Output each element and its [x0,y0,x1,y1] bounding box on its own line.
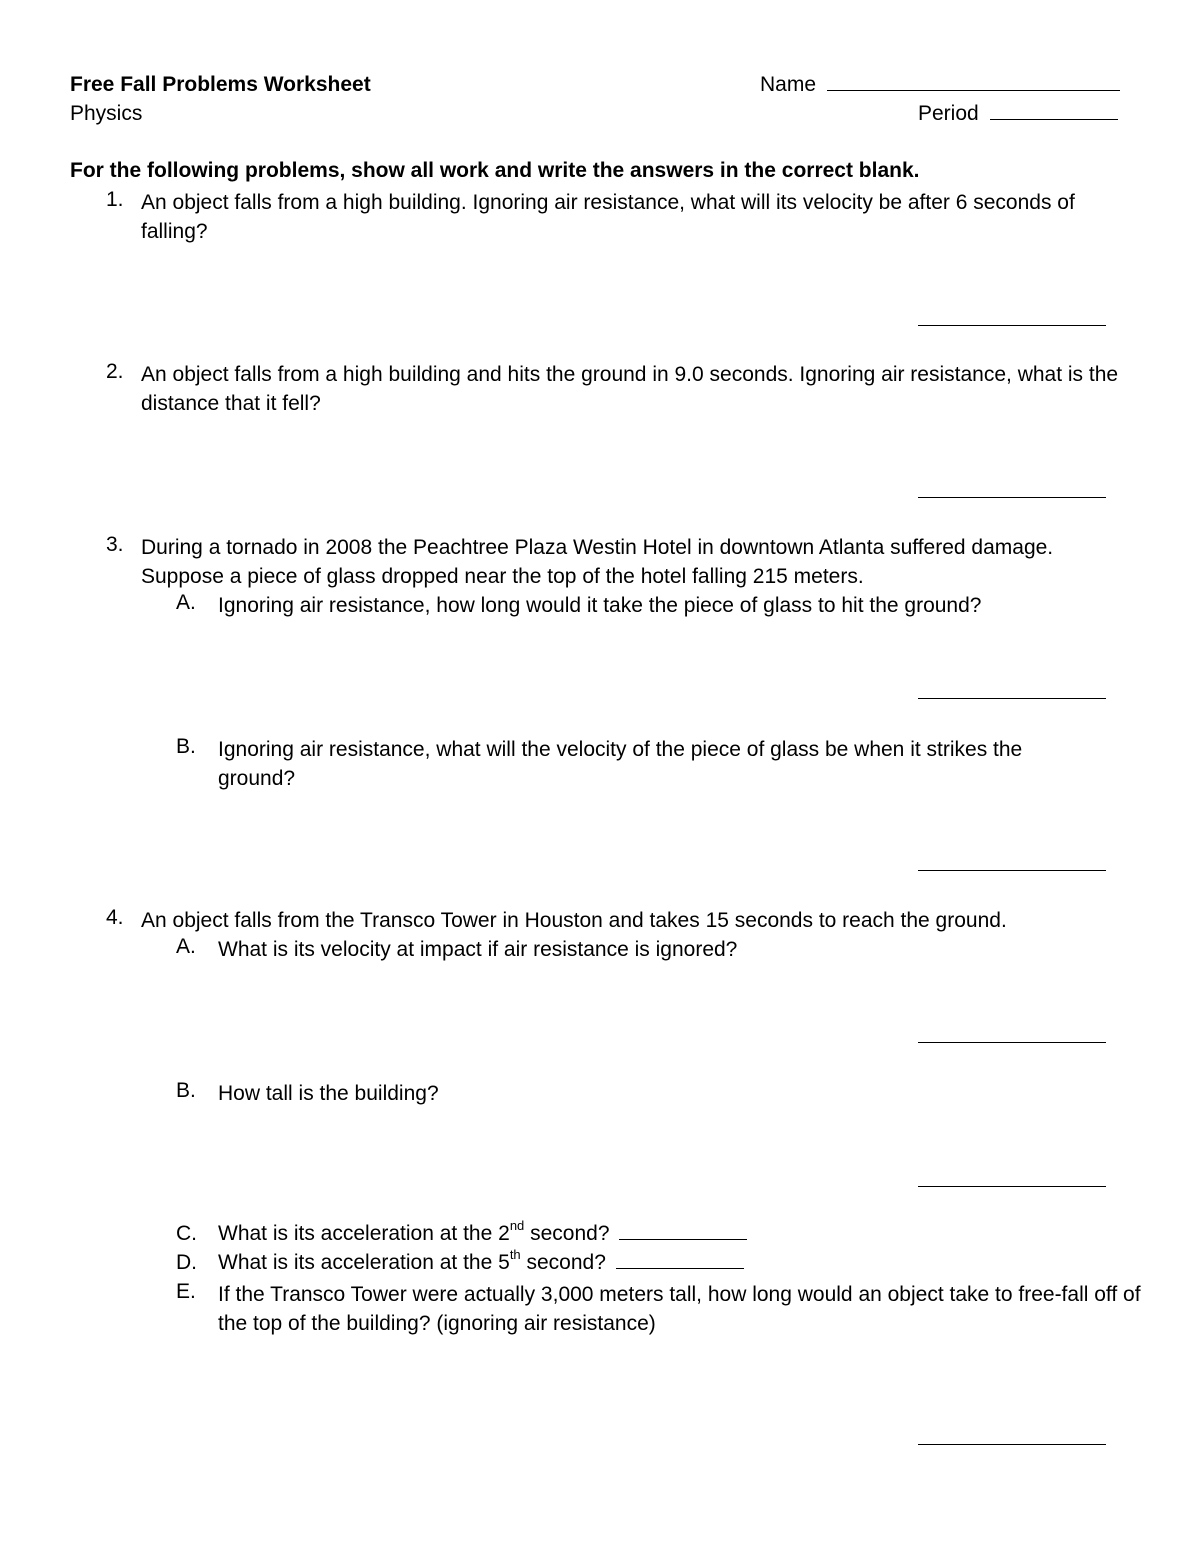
part-text: How tall is the building? [218,1082,439,1105]
part-text: Ignoring air resistance, what will the velocity of the piece of glass be when it strikes the ground? [218,738,1023,790]
name-label: Name [760,73,817,96]
problem-text: During a tornado in 2008 the Peachtree Plaza Westin Hotel in downtown Atlanta suffered damage. Suppose a piece of glass dropped near the top of the hotel falling 215 meters. [141,536,1054,588]
subject-label: Physics [70,102,143,125]
answer-blank[interactable] [918,698,1106,699]
part-letter: B. [176,735,196,758]
answer-blank[interactable] [918,1042,1106,1043]
answer-blank[interactable] [918,1444,1106,1445]
part-letter: D. [176,1251,197,1274]
answer-blank[interactable] [918,1186,1106,1187]
period-blank[interactable] [990,118,1118,120]
problem-text: An object falls from a high building. Ignoring air resistance, what will its velocity be after 6 seconds of falling? [141,191,1075,243]
part-text: If the Transco Tower were actually 3,000 meters tall, how long would an object take to free-fall off of the top of the building? (ignoring air resistance) [218,1283,1141,1335]
problem-text: An object falls from a high building and hits the ground in 9.0 seconds. Ignoring air resistance, what is the distance that it fell? [141,363,1119,415]
problem-number: 1. [106,188,124,211]
problem-number: 3. [106,533,124,556]
part-letter: A. [176,935,196,958]
ordinal-suffix: th [509,1247,521,1262]
part-letter: A. [176,591,196,614]
name-field[interactable] [760,73,1120,97]
problem-number: 4. [106,906,124,929]
inline-answer-blank[interactable] [619,1238,747,1240]
period-label: Period [918,102,979,125]
answer-blank[interactable] [918,497,1106,498]
part-text: What is its velocity at impact if air resistance is ignored? [218,938,738,961]
instructions: For the following problems, show all work and write the answers in the correct blank. [70,159,920,182]
inline-answer-blank[interactable] [616,1267,744,1269]
period-field[interactable] [918,102,1118,126]
part-text: What is its acceleration at the 5th second? [218,1251,744,1275]
problem-number: 2. [106,360,124,383]
part-text: What is its acceleration at the 2nd second? [218,1222,747,1246]
name-blank[interactable] [827,89,1120,91]
worksheet-title: Free Fall Problems Worksheet [70,73,371,96]
part-letter: E. [176,1280,196,1303]
part-letter: B. [176,1079,196,1102]
answer-blank[interactable] [918,325,1106,326]
answer-blank[interactable] [918,870,1106,871]
problem-text: An object falls from the Transco Tower in Houston and takes 15 seconds to reach the ground. [141,909,1007,932]
part-letter: C. [176,1222,197,1245]
ordinal-suffix: nd [509,1218,525,1233]
part-text: Ignoring air resistance, how long would it take the piece of glass to hit the ground? [218,594,982,617]
